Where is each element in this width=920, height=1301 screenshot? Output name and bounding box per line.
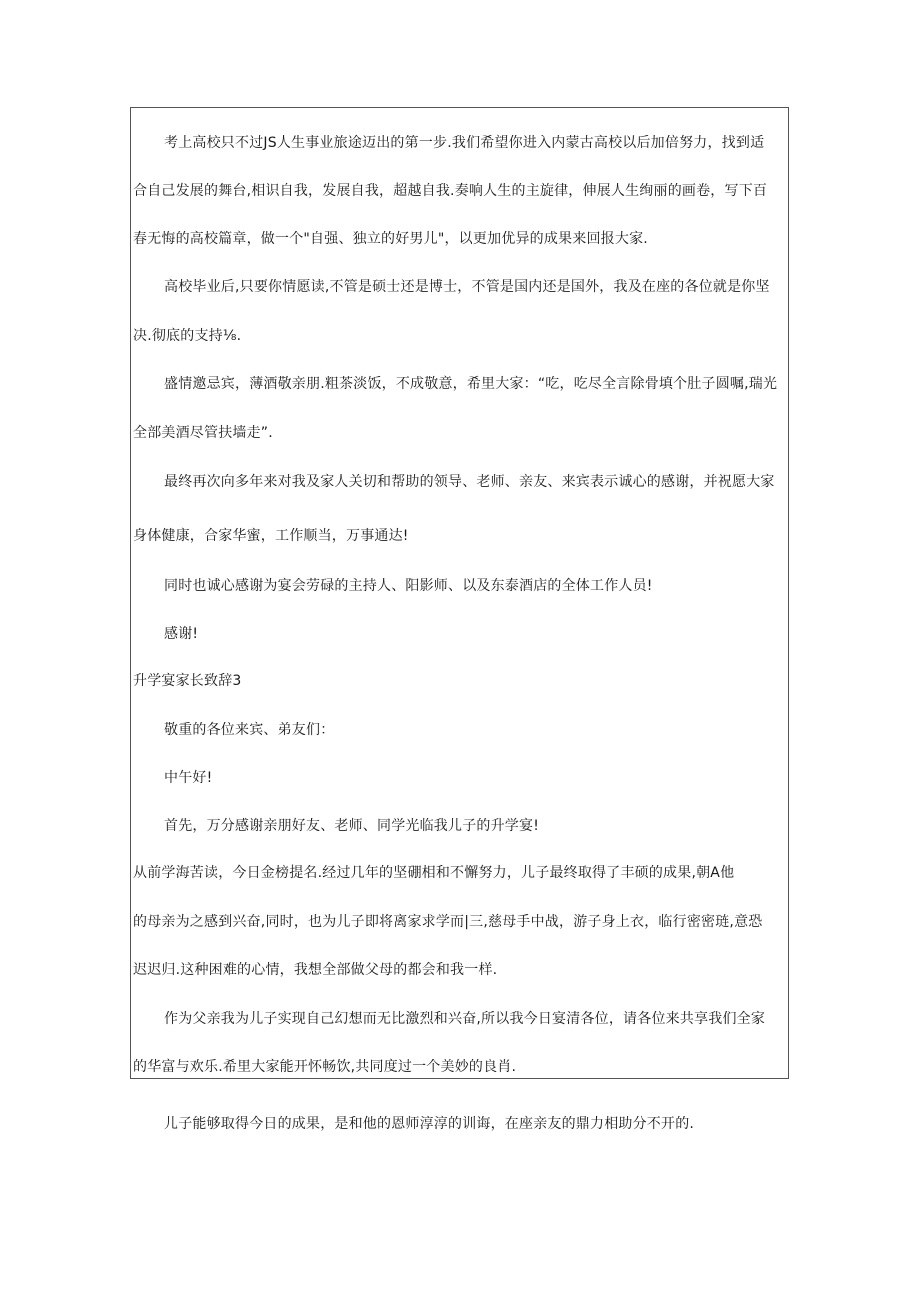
paragraph-line: 感谢!: [164, 626, 199, 642]
paragraph-line: 的母亲为之感到兴奋,同时，也为儿子即将离家求学而|三,慈母手中战，游子身上衣，临行密密琏,意恐: [133, 914, 763, 930]
paragraph-line: 合自己发展的舞台,相识自我，发展自我，超越自我.奏响人生的主旋律，伸展人生绚丽的画卷，写下百: [133, 183, 768, 199]
paragraph-line: 身体健康，合家华蜜，工作顺当，万事通达!: [133, 528, 409, 544]
paragraph-line: 迟迟归.这种困难的心情，我想全部做父母的都会和我一样.: [133, 962, 498, 978]
paragraph-line: 首先，万分感谢亲朋好友、老师、同学光临我儿子的升学宴!: [164, 818, 540, 834]
section-heading: 升学宴家长致辞3: [133, 673, 242, 689]
paragraph-line: 全部美酒尽管扶墙走”.: [133, 425, 273, 441]
paragraph-line: 中午好!: [164, 770, 213, 786]
paragraph-line: 决.彻底的支持⅛.: [133, 328, 242, 344]
paragraph-line: 盛情邀忌宾，薄酒敬亲朋.粗茶淡饭，不成敬意，希里大家：“吃，吃尽全言除骨填个肚子圆嘱,瑞光: [164, 376, 778, 392]
paragraph-line: 儿子能够取得今日的成果，是和他的恩师淳淳的训诲，在座亲友的鼎力相助分不开的.: [164, 1116, 695, 1132]
paragraph-line: 作为父亲我为儿子实现自己幻想而无比激烈和兴奋,所以我今日宴清各位，请各位来共享我们全家: [164, 1011, 766, 1027]
paragraph-line: 敬重的各位来宾、弟友们：: [164, 722, 335, 738]
paragraph-line: 从前学海苦读，今日金榜提名.经过几年的坚硼相和不懈努力，儿子最终取得了丰硕的成果,朝A他: [133, 865, 735, 881]
paragraph-line: 最终再次向多年来对我及家人关切和帮助的领导、老师、亲友、来宾表示诚心的感谢，并祝愿大家: [164, 474, 775, 490]
paragraph-line: 考上高校只不过JS人生事业旅途迈出的第一步.我们希望你进入内蒙古高校以后加倍努力，找到适: [164, 135, 765, 151]
paragraph-line: 的华富与欢乐.希里大家能开怀畅饮,共同度过一个美妙的良肖.: [133, 1059, 517, 1075]
paragraph-line: 春无悔的高校篇章，做一个"自强、独立的好男儿"，以更加优异的成果来回报大家.: [133, 231, 648, 247]
paragraph-line: 同时也诚心感谢为宴会劳碌的主持人、阳影师、以及东泰酒店的全体工作人员!: [164, 578, 653, 594]
paragraph-line: 高校毕业后,只要你情愿读,不管是硕士还是博士，不管是国内还是国外，我及在座的各位就是你坚: [164, 279, 770, 295]
